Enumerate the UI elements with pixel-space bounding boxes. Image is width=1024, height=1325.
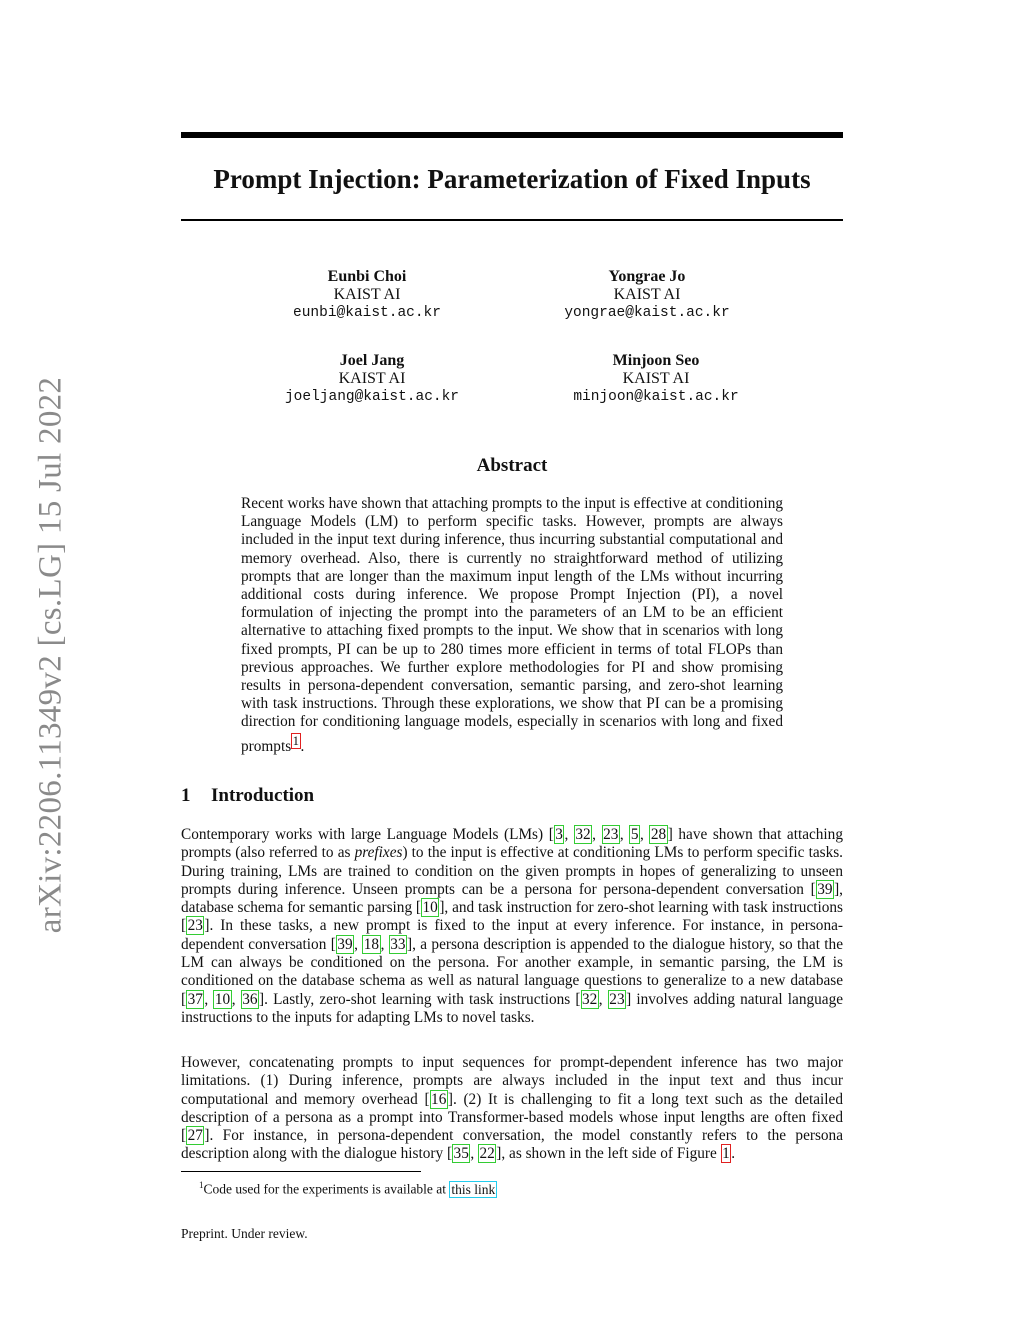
author-block — [237, 268, 497, 322]
figure-reference-link[interactable]: 1 — [722, 1145, 730, 1163]
author-name: Joel Jang — [339, 352, 405, 369]
citation-link[interactable]: 23 — [609, 990, 625, 1008]
paper-title: Prompt Injection: Parameterization of Fixed Inputs — [213, 164, 811, 194]
footnote-text: Code used for the experiments is available at — [203, 1181, 450, 1197]
intro-paragraph-1: Contemporary works with large Language Models (LMs) [3, 32, 23, 5, 28] have shown that attaching prompts (also referred to as prefixes) to the input is effective at conditioning LMs to perform specific tasks. During training, LMs are trained to condition on the given prompts in hopes of generalizing to unseen prompts during inference. Unseen prompts can be a persona for persona-dependent conversation [39], database schema for semantic parsing [10], and task instruction for zero-shot learning with task instructions [23]. In these tasks, a new prompt is fixed to the input at every inference. For instance, in persona-dependent conversation [39, 18, 33], a persona description is appended to the dialogue history, so that the LM can always be conditioned on the persona. For another example, in semantic parsing, the LM is conditioned on the database schema as well as natural language questions to generalize to a new database [37, 10, 36]. Lastly, zero-shot learning with task instructions [32, 23] involves adding natural language instructions to the inputs for adapting LMs to novel tasks. — [181, 826, 844, 1026]
text-run: ], and task instruction for zero-shot learning with task instructions [ — [181, 899, 843, 935]
author-affiliation: KAIST AI — [622, 370, 690, 387]
footnote-rule — [181, 1171, 421, 1172]
text-run: . — [731, 1145, 736, 1163]
footnote-reference-link[interactable]: 1 — [292, 733, 300, 748]
text-run: Contemporary works with large Language Models (LMs) [ — [181, 826, 554, 843]
citation-link[interactable]: 27 — [187, 1127, 203, 1145]
arxiv-identifier — [30, 365, 72, 945]
text-run: However, concatenating prompts to input sequences for prompt-dependent inference has two major limitations. (1) During inference, prompts are always included in the input text and thus incur computational and memory overhead [ — [181, 1054, 843, 1108]
text-run: ], as shown in the left side of Figure — [496, 1145, 721, 1163]
emphasis-prefixes: prefixes — [354, 844, 403, 862]
text-run: ]. In these tasks, a new prompt is fixed to the input at every inference. For instance, in persona-dependent conversation [ — [181, 917, 843, 953]
footnote — [199, 1177, 497, 1198]
abstract-body-text: Recent works have shown that attaching prompts to the input is effective at conditioning Language Models (LM) to perform specific tasks. However, prompts are always included in the input text during inference, thus incurring substantial computational and memory overhead. Also, there is currently no straightforward method of utilizing prompts that are longer than the maximum input length of the LMs without incurring additional costs during inference. We propose Prompt Injection (PI), a novel formulation of injecting the prompt into the parameters of an LM to be an efficient alternative to attaching fixed prompts to the input. We show that in scenarios with long fixed prompts, PI can be up to 280 times more efficient in terms of total FLOPs than previous approaches. We further explore methodologies for PI and show promising results in persona-dependent conversation, semantic parsing, and zero-shot learning with task instructions. Through these explorations, we show that PI can be a promising direction for conditioning language models, especially in scenarios with long and fixed prompts — [241, 495, 783, 755]
section-title: Introduction — [211, 785, 315, 806]
citation-link[interactable]: 28 — [650, 826, 667, 843]
author-block — [242, 352, 502, 406]
text-run: ], database schema for semantic parsing [ — [181, 880, 843, 917]
author-block — [526, 352, 786, 406]
citation-link[interactable]: 39 — [337, 935, 353, 953]
citation-link[interactable]: 23 — [187, 917, 203, 935]
citation-link[interactable]: 5 — [630, 826, 639, 843]
citation-link[interactable]: 3 — [555, 826, 563, 843]
citation-link[interactable]: 10 — [214, 990, 231, 1008]
citation-link[interactable]: 35 — [453, 1145, 469, 1163]
author-name: Minjoon Seo — [612, 352, 700, 369]
section-heading — [181, 784, 314, 808]
author-email: joeljang@kaist.ac.kr — [284, 389, 460, 405]
citation-link[interactable]: 16 — [431, 1090, 447, 1108]
author-affiliation: KAIST AI — [333, 286, 401, 303]
author-block — [517, 268, 777, 322]
text-run: ) to the input is effective at conditioning LMs to perform specific tasks. During training, LMs are trained to condition on the given prompts in hopes of generalizing to unseen prompts during inference. Unseen prompts can be a persona for persona-dependent conversation [ — [181, 844, 843, 898]
arxiv-identifier-text: arXiv:2206.11349v2 [cs.LG] 15 Jul 2022 — [32, 376, 69, 934]
citation-link[interactable]: 10 — [422, 899, 438, 917]
abstract-end: . — [300, 737, 305, 755]
footnote-mark: 1 — [199, 1180, 204, 1190]
preprint-notice: Preprint. Under review. — [181, 1226, 308, 1241]
author-name: Yongrae Jo — [608, 268, 686, 285]
author-email: minjoon@kaist.ac.kr — [573, 389, 739, 405]
section-number: 1 — [181, 785, 191, 806]
text-run: ] involves adding natural language instructions to the inputs for adapting LMs to novel tasks. — [181, 990, 844, 1026]
title-bottom-rule — [181, 219, 843, 221]
citation-link[interactable]: 22 — [479, 1145, 495, 1163]
abstract-text — [241, 495, 783, 756]
text-run: ]. Lastly, zero-shot learning with task instructions [ — [259, 990, 581, 1008]
citation-link[interactable]: 32 — [575, 826, 591, 843]
abstract-heading: Abstract — [476, 455, 548, 476]
title-top-rule — [181, 132, 843, 138]
author-affiliation: KAIST AI — [338, 370, 406, 387]
citation-link[interactable]: 33 — [390, 935, 406, 953]
text-run: ]. For instance, in persona-dependent conversation, the model constantly refers to the persona description along with the dialogue history [ — [181, 1127, 843, 1163]
author-name: Eunbi Choi — [327, 268, 407, 285]
citation-link[interactable]: 23 — [603, 826, 619, 843]
text-run: ] have shown that attaching prompts (also referred to as — [181, 826, 843, 862]
author-affiliation: KAIST AI — [613, 286, 681, 303]
citation-link[interactable]: 32 — [582, 990, 598, 1008]
intro-paragraph-2: However, concatenating prompts to input sequences for prompt-dependent inference has two major limitations. (1) During inference, prompts are always included in the input text and thus incur computational and memory overhead [16]. (2) It is challenging to fit a long text such as the detailed description of a persona as a prompt into Transformer-based models whose input lengths are often fixed [27]. For instance, in persona-dependent conversation, the model constantly refers to the persona description along with the dialogue history [35, 22], as shown in the left side of Figure 1. — [181, 1054, 843, 1163]
citation-link[interactable]: 37 — [187, 990, 203, 1008]
code-link[interactable]: this link — [451, 1181, 496, 1197]
author-email: eunbi@kaist.ac.kr — [293, 305, 441, 321]
citation-link[interactable]: 39 — [817, 880, 833, 898]
text-run: ], a persona description is appended to the dialogue history, so that the LM can always be conditioned on the persona. For another example, in semantic parsing, the LM is conditioned on the database schema as well as natural language questions to generalize to a new database [ — [181, 935, 843, 1008]
text-run: ]. (2) It is challenging to fit a long text such as the detailed description of a persona as a prompt into Transformer-based models whose input lengths are often fixed [ — [181, 1090, 843, 1145]
citation-link[interactable]: 18 — [363, 935, 380, 953]
citation-link[interactable]: 36 — [242, 990, 258, 1008]
author-email: yongrae@kaist.ac.kr — [564, 305, 730, 321]
